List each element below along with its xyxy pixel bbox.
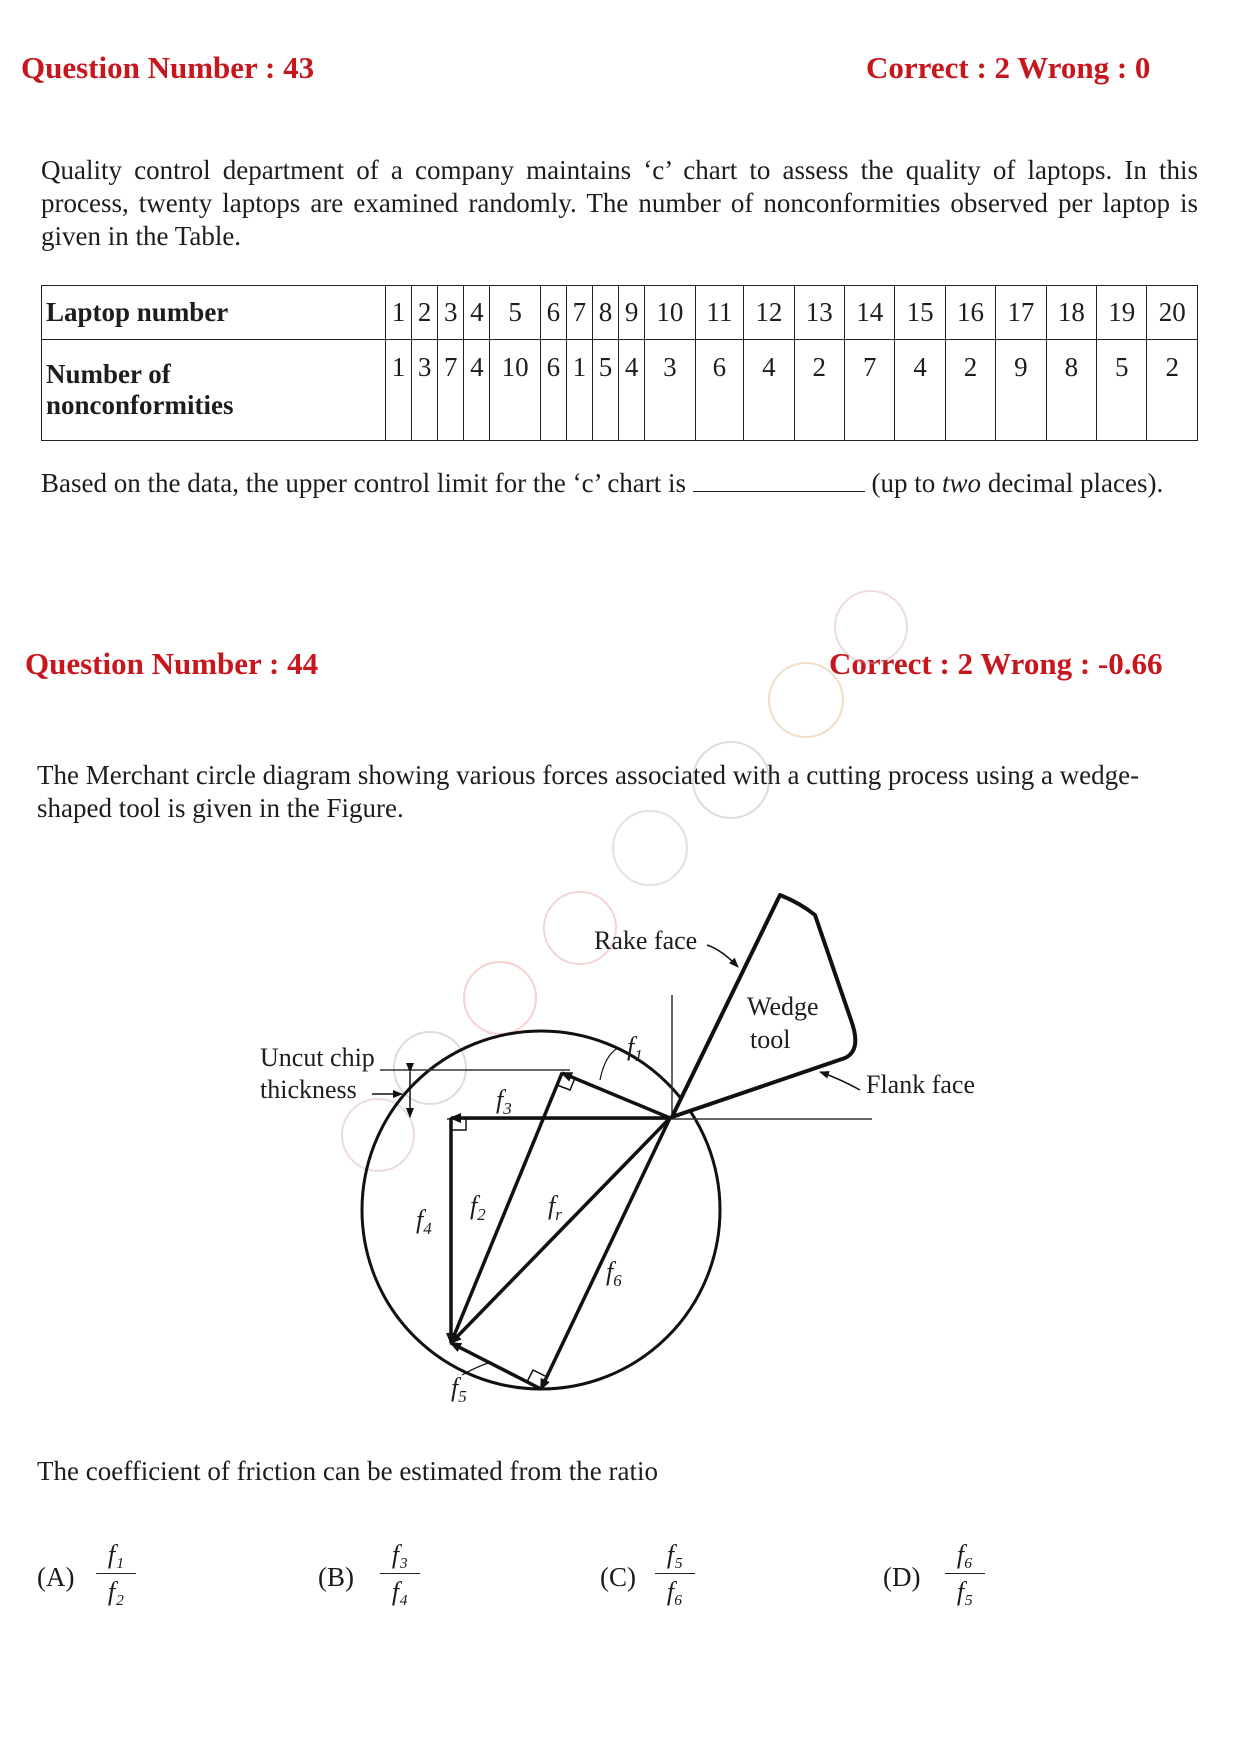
table-cell: 4: [619, 340, 645, 441]
rake-face-pointer: [707, 945, 738, 967]
table-cell: 6: [540, 340, 566, 441]
table-cell: 10: [490, 340, 540, 441]
option-a-label[interactable]: (A): [37, 1562, 75, 1592]
option-a-denominator: f₂: [107, 1577, 125, 1606]
table-cell: 8: [592, 286, 618, 340]
option-b-numerator: f₃: [380, 1540, 420, 1574]
table-cell: 4: [464, 340, 490, 441]
option-c-numerator: f₅: [655, 1540, 695, 1574]
uncut-chip-label: thickness: [260, 1075, 357, 1104]
question-44-text: The coefficient of friction can be estimated from the ratio: [37, 1456, 658, 1486]
seal-icon: [613, 811, 687, 885]
flank-face-label: Flank face: [866, 1070, 976, 1099]
table-cell: 16: [945, 286, 995, 340]
wedge-tool-label: Wedge: [747, 992, 819, 1021]
f1-label: $f_1$: [627, 1032, 643, 1065]
watermark-seals: [342, 591, 907, 1171]
table-cell: 5: [1097, 340, 1147, 441]
table-cell: 4: [744, 340, 794, 441]
table-cell: 8: [1046, 340, 1096, 441]
table-cell: 6: [695, 340, 744, 441]
table-cell: 14: [844, 286, 894, 340]
table-cell: 19: [1097, 286, 1147, 340]
table-cell: 3: [438, 286, 464, 340]
table-cell: 5: [490, 286, 540, 340]
table-cell: 1: [566, 340, 592, 441]
question-43-marks: Correct : 2 Wrong : 0: [866, 50, 1151, 85]
seal-icon: [464, 962, 536, 1034]
table-cell: 9: [619, 286, 645, 340]
table-cell: 6: [540, 286, 566, 340]
table-cell: 2: [945, 340, 995, 441]
table-cell: 15: [895, 286, 945, 340]
question-43-text-part: (up to: [871, 468, 936, 498]
table-cell: 1: [386, 340, 412, 441]
row-header-laptop-number: Laptop number: [42, 286, 386, 340]
table-cell: 10: [645, 286, 695, 340]
right-angle-marker: [451, 1118, 466, 1130]
option-c-label[interactable]: (C): [600, 1562, 636, 1592]
table-cell: 7: [438, 340, 464, 441]
force-f1: [562, 1073, 670, 1118]
table-cell: 11: [695, 286, 744, 340]
option-b-fraction[interactable]: [380, 1540, 420, 1607]
question-43-text-part: decimal places).: [987, 468, 1164, 498]
question-43-text-part: Based on the data, the upper control limit for the ‘c’ chart is: [41, 468, 687, 498]
force-fr: [451, 1118, 670, 1343]
question-44-intro: The Merchant circle diagram showing various forces associated with a cutting process using a wedge-shaped tool is given in the Figure.: [37, 760, 1140, 823]
option-d-fraction[interactable]: [945, 1540, 985, 1607]
question-43-text-emphasis: two: [942, 468, 982, 498]
table-cell: 2: [794, 340, 844, 441]
seal-icon: [693, 742, 769, 818]
f6-label: $f_6$: [606, 1257, 622, 1290]
question-43-intro: Quality control department of a company maintains ‘c’ chart to assess the quality of laptops. In this process, twenty laptops are examined randomly. The number of nonconformities observed per laptop is given in the Table.: [41, 155, 1198, 251]
table-cell: 5: [592, 340, 618, 441]
table-cell: 7: [844, 340, 894, 441]
uncut-chip-label: Uncut chip: [260, 1043, 375, 1072]
option-b-label[interactable]: (B): [318, 1562, 354, 1592]
f5-pointer: [462, 1362, 492, 1375]
table-cell: 4: [464, 286, 490, 340]
question-44-marks: Correct : 2 Wrong : -0.66: [829, 646, 1163, 681]
option-c-fraction[interactable]: [655, 1540, 695, 1607]
table-cell: 18: [1046, 286, 1096, 340]
question-43-title: Question Number : 43: [21, 50, 315, 85]
option-d-numerator: f₆: [945, 1540, 985, 1574]
table-cell: 2: [1147, 340, 1198, 441]
f4-label: $f_4$: [416, 1205, 432, 1238]
wedge-tool-label: tool: [750, 1025, 791, 1054]
table-cell: 3: [645, 340, 695, 441]
f5-label: $f_5$: [451, 1373, 467, 1406]
option-d-label[interactable]: (D): [883, 1562, 921, 1592]
question-44-title: Question Number : 44: [25, 646, 319, 681]
seal-icon: [769, 663, 843, 737]
rake-face-label: Rake face: [594, 926, 698, 955]
force-f6: [541, 1118, 670, 1389]
f2-label: $f_2$: [470, 1191, 486, 1224]
table-cell: 7: [566, 286, 592, 340]
row-header-line: Number of: [46, 359, 171, 389]
table-cell: 3: [412, 340, 438, 441]
option-d-denominator: f₅: [956, 1577, 974, 1606]
table-cell: 2: [412, 286, 438, 340]
table-cell: 4: [895, 340, 945, 441]
row-header-line: nonconformities: [46, 390, 234, 420]
table-cell: 20: [1147, 286, 1198, 340]
flank-face-pointer: [820, 1072, 860, 1090]
table-cell: 9: [996, 340, 1046, 441]
option-a-fraction[interactable]: [96, 1540, 136, 1607]
table-cell: 17: [996, 286, 1046, 340]
f1-pointer: [600, 1048, 618, 1080]
option-c-denominator: f₆: [666, 1577, 684, 1606]
table-cell: 1: [386, 286, 412, 340]
option-a-numerator: f₁: [96, 1540, 136, 1574]
seal-icon: [835, 591, 907, 663]
f3-label: $f_3$: [496, 1085, 512, 1118]
table-cell: 13: [794, 286, 844, 340]
fr-label: $f_r$: [548, 1191, 562, 1224]
option-b-denominator: f₄: [391, 1577, 409, 1606]
table-cell: 12: [744, 286, 794, 340]
